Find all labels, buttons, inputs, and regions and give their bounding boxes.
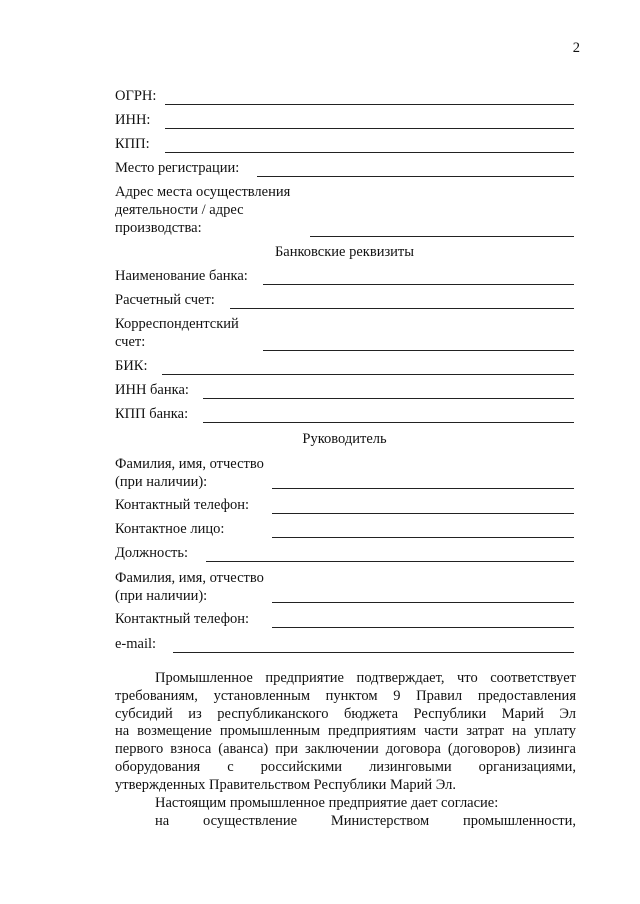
bik-label: БИК:	[115, 358, 148, 374]
confirmation-line-6: оборудования с российскими лизинговыми организациями,	[115, 758, 576, 775]
bank-inn-label: ИНН банка:	[115, 382, 189, 398]
production-address-blank-line[interactable]	[310, 236, 574, 237]
email-label: e-mail:	[115, 636, 157, 652]
head-phone-blank-line[interactable]	[272, 513, 574, 514]
ogrn-field[interactable]	[115, 88, 574, 106]
bank-inn-blank-line[interactable]	[203, 398, 574, 399]
bank-name-label: Наименование банка:	[115, 268, 248, 284]
ogrn-label: ОГРН:	[115, 88, 157, 104]
consent-item-line: на осуществление Министерством промышленности,	[155, 813, 576, 829]
inn-label: ИНН:	[115, 112, 151, 128]
production-address-field[interactable]	[115, 184, 574, 240]
email-field[interactable]	[115, 636, 574, 654]
registration-place-label: Место регистрации:	[115, 160, 240, 176]
contact-phone-blank-line[interactable]	[272, 627, 574, 628]
corr-account-blank-line[interactable]	[263, 350, 574, 351]
bank-kpp-field[interactable]	[115, 406, 574, 424]
settlement-account-label: Расчетный счет:	[115, 292, 215, 308]
contact-person-label: Контактное лицо:	[115, 521, 225, 537]
contact-phone-label: Контактный телефон:	[115, 611, 250, 627]
kpp-blank-line[interactable]	[165, 152, 574, 153]
position-field[interactable]	[115, 545, 574, 563]
head-heading: Руководитель	[302, 431, 387, 447]
contact-fio-label-line1: Фамилия, имя, отчество	[115, 570, 264, 586]
bank-kpp-label: КПП банка:	[115, 406, 189, 422]
page-number: 2	[572, 40, 580, 56]
bank-kpp-blank-line[interactable]	[203, 422, 574, 423]
settlement-account-field[interactable]	[115, 292, 574, 310]
position-label: Должность:	[115, 545, 188, 561]
kpp-label: КПП:	[115, 136, 150, 152]
head-fio-label-line2: (при наличии):	[115, 474, 208, 490]
head-fio-blank-line[interactable]	[272, 488, 574, 489]
confirmation-line-3: субсидий из республиканского бюджета Республики Марий Эл	[115, 705, 576, 722]
position-blank-line[interactable]	[206, 561, 574, 562]
consent-paragraph	[115, 795, 576, 813]
production-address-label-line3: производства:	[115, 220, 202, 236]
contact-phone-field[interactable]	[115, 611, 574, 629]
contact-fio-blank-line[interactable]	[272, 602, 574, 603]
corr-account-label-line2: счет:	[115, 334, 146, 350]
consent-item-paragraph	[115, 813, 576, 831]
inn-blank-line[interactable]	[165, 128, 574, 129]
corr-account-field[interactable]	[115, 316, 574, 354]
production-address-label-line1: Адрес места осуществления	[115, 184, 291, 200]
confirmation-line-2: требованиям, установленным пунктом 9 Правил предоставления	[115, 687, 576, 704]
contact-fio-label-line2: (при наличии):	[115, 588, 208, 604]
kpp-field[interactable]	[115, 136, 574, 154]
head-fio-field[interactable]	[115, 456, 574, 492]
production-address-label-line2: деятельности / адрес	[115, 202, 244, 218]
head-phone-label: Контактный телефон:	[115, 497, 250, 513]
confirmation-paragraph	[115, 670, 576, 795]
confirmation-line-7: утвержденных Правительством Республики Марий Эл.	[115, 776, 457, 793]
bank-name-field[interactable]	[115, 268, 574, 286]
bik-blank-line[interactable]	[162, 374, 574, 375]
corr-account-label-line1: Корреспондентский	[115, 316, 239, 332]
registration-place-blank-line[interactable]	[257, 176, 574, 177]
bank-details-heading: Банковские реквизиты	[274, 244, 415, 260]
ogrn-blank-line[interactable]	[165, 104, 574, 105]
contact-person-blank-line[interactable]	[272, 537, 574, 538]
contact-person-field[interactable]	[115, 521, 574, 539]
settlement-account-blank-line[interactable]	[230, 308, 574, 309]
registration-place-field[interactable]	[115, 160, 574, 178]
bank-inn-field[interactable]	[115, 382, 574, 400]
consent-intro-line: Настоящим промышленное предприятие дает согласие:	[155, 795, 499, 811]
bik-field[interactable]	[115, 358, 574, 376]
email-blank-line[interactable]	[173, 652, 574, 653]
contact-fio-field[interactable]	[115, 570, 574, 606]
head-phone-field[interactable]	[115, 497, 574, 515]
confirmation-line-4: на возмещение промышленным предприятиям части затрат на уплату	[115, 723, 576, 740]
bank-name-blank-line[interactable]	[263, 284, 574, 285]
confirmation-line-5: первого взноса (аванса) при заключении договора (договоров) лизинга	[115, 741, 576, 758]
inn-field[interactable]	[115, 112, 574, 130]
head-fio-label-line1: Фамилия, имя, отчество	[115, 456, 264, 472]
confirmation-line-1: Промышленное предприятие подтверждает, что соответствует	[155, 670, 576, 686]
